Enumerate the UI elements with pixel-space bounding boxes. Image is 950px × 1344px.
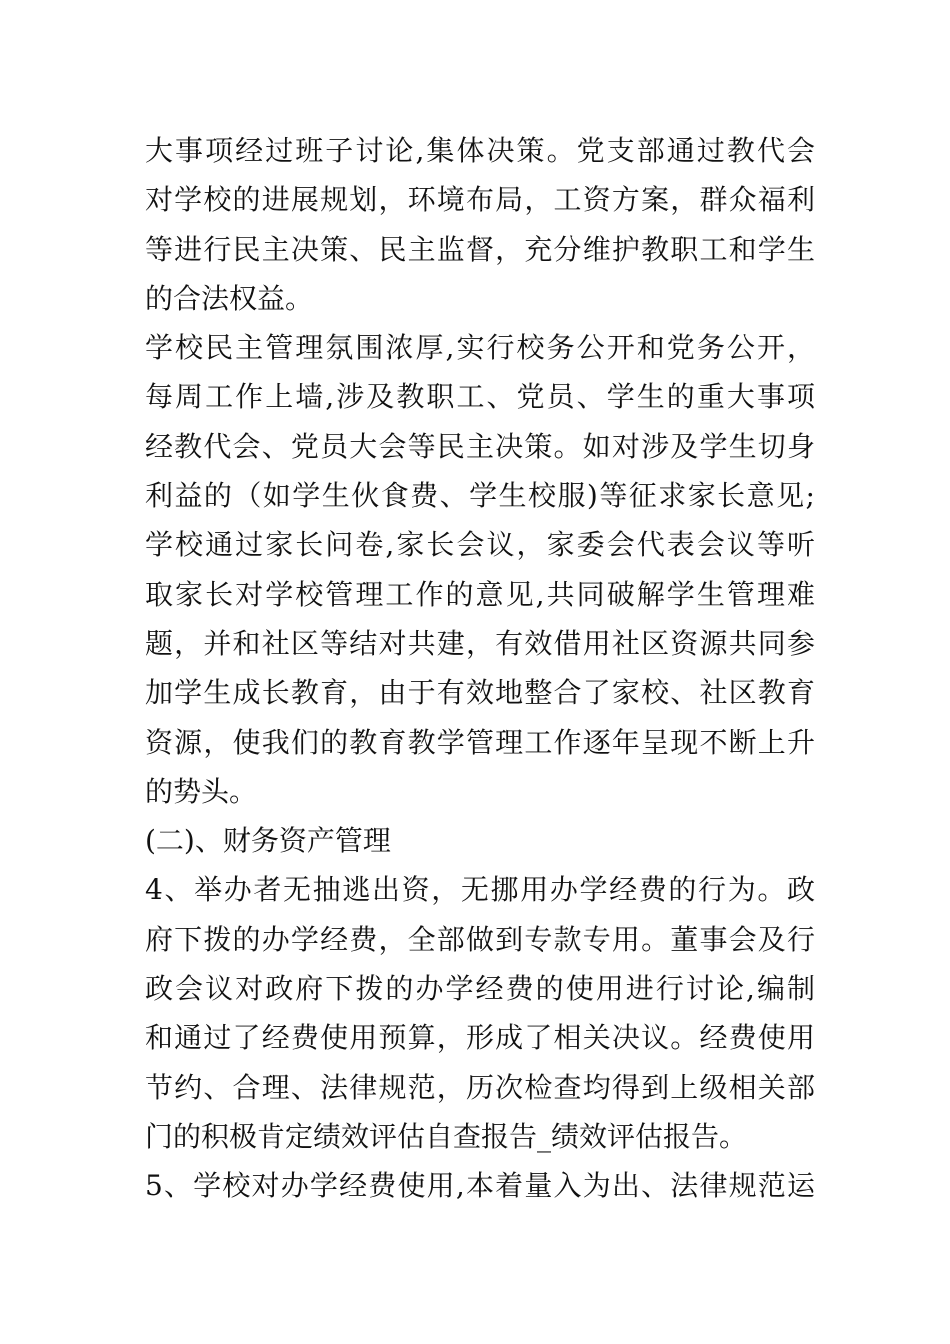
text-line: 利益的（如学生伙食费、学生校服)等征求家长意见; [145,479,815,513]
text-line: 节约、合理、法律规范，历次检查均得到上级相关部 [145,1070,815,1104]
document-body [145,126,815,1211]
text-line: 4、举办者无抽逃出资，无挪用办学经费的行为。政 [145,873,815,907]
text-line: 门的积极肯定绩效评估自查报告_绩效评估报告。 [145,1119,748,1153]
text-line: 题，并和社区等结对共建，有效借用社区资源共同参 [145,626,815,660]
text-line: 的合法权益。 [145,281,314,315]
text-line: 对学校的进展规划，环境布局，工资方案，群众福利 [145,183,815,217]
text-line: 政会议对政府下拨的办学经费的使用进行讨论,编制 [145,972,815,1006]
text-line: 和通过了经费使用预算，形成了相关决议。经费使用 [145,1021,815,1055]
text-line: 5、学校对办学经费使用,本着量入为出、法律规范运 [145,1169,815,1203]
text-line: 大事项经过班子讨论,集体决策。党支部通过教代会 [145,134,815,167]
text-line: 等进行民主决策、民主监督，充分维护教职工和学生 [145,232,815,266]
text-line: 的势头。 [145,774,258,808]
text-line: 学校民主管理氛围浓厚,实行校务公开和党务公开， [145,331,815,365]
text-line: 取家长对学校管理工作的意见,共同破解学生管理难 [145,577,815,611]
text-line: 加学生成长教育，由于有效地整合了家校、社区教育 [145,676,815,710]
text-line: 每周工作上墙,涉及教职工、党员、学生的重大事项 [145,380,815,414]
text-line: (二)、财务资产管理 [145,824,391,858]
text-line: 府下拨的办学经费，全部做到专款专用。董事会及行 [145,922,815,956]
text-line: 学校通过家长问卷,家长会议，家委会代表会议等听 [145,528,815,562]
text-line: 资源，使我们的教育教学管理工作逐年呈现不断上升 [145,725,815,759]
text-line: 经教代会、党员大会等民主决策。如对涉及学生切身 [145,429,815,463]
